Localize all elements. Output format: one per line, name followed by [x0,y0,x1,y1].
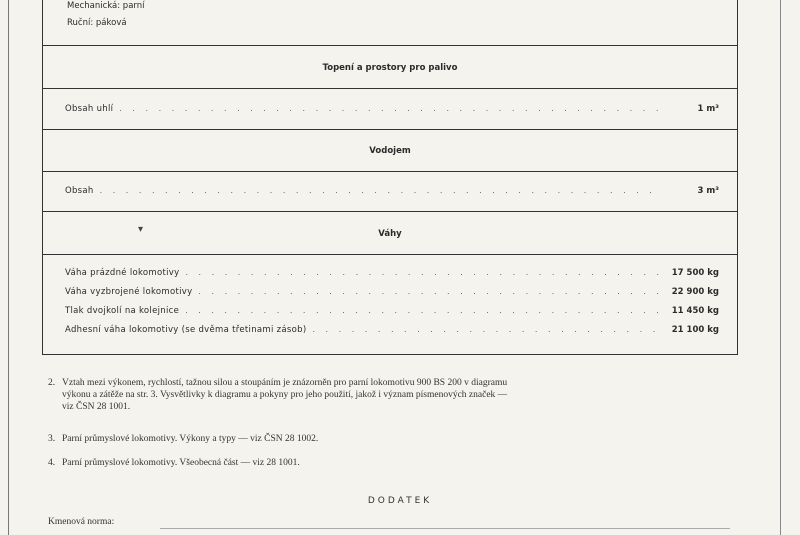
dot-leader [198,287,663,296]
dot-leader [119,104,663,113]
kmenova-norma-line [160,528,730,529]
spec-value: 11 450 kg [671,306,719,316]
footnote-4 [48,457,758,469]
page-edge-right [780,0,781,535]
specification-table [42,0,738,355]
divider [43,171,737,172]
spec-row [65,104,719,114]
spec-value: 3 m³ [697,186,719,196]
spec-label: Váha vyzbrojené lokomotivy [65,287,193,297]
divider [43,129,737,130]
section-heading-vahy: Váhy [378,229,402,239]
footnote-text: Parní průmyslové lokomotivy. Všeobecná část — viz 28 1001. [62,458,300,468]
spec-row [65,268,719,278]
spec-value: 1 m³ [697,104,719,114]
divider [43,88,737,89]
footnote-3 [48,433,758,445]
footnote-text: viz ČSN 28 1001. [62,402,131,412]
footnote-text: výkonu a zátěže na str. 3. Vysvětlivky k diagramu a pokyny pro jeho použití, jakož i význam písmenových značek — [62,390,508,400]
spec-row [65,325,719,335]
footnote-number: 4. [48,458,56,468]
page-edge-left [8,0,9,535]
kmenova-norma-label: Kmenová norma: [48,517,115,527]
spec-label: Obsah [65,186,94,196]
spec-value: 22 900 kg [671,287,719,297]
footnote-number: 3. [48,434,56,444]
spec-label: Váha prázdné lokomotivy [65,268,180,278]
spec-row [65,306,719,316]
print-speck: ▾ [138,224,144,235]
dot-leader [100,186,663,195]
footnote-2 [48,377,758,413]
divider [43,45,737,46]
spec-value: 17 500 kg [671,268,719,278]
footnote-text: Parní průmyslové lokomotivy. Výkony a typy — viz ČSN 28 1002. [62,434,319,444]
spec-row [65,287,719,297]
spec-label: Tlak dvojkolí na kolejnice [65,306,180,316]
dot-leader [185,306,663,315]
spec-label: Obsah uhlí [65,104,114,114]
spec-value: 21 100 kg [671,325,719,335]
footnote-number: 2. [48,378,56,388]
section-heading-vodojem: Vodojem [369,146,411,156]
spec-label: Adhesní váha lokomotivy (se dvěma třetinami zásob) [65,325,307,335]
top-line-rucni: Ruční: páková [67,18,127,28]
top-line-mechanicka: Mechanická: parní [67,1,145,11]
dot-leader [185,268,663,277]
divider [43,254,737,255]
section-heading-topeni: Topení a prostory pro palivo [322,63,458,73]
dot-leader [312,325,663,334]
dodatek-heading: DODATEK [367,496,433,506]
divider [43,211,737,212]
spec-row [65,186,719,196]
footnote-text: Vztah mezi výkonem, rychlostí, tažnou silou a stoupáním je znázorněn pro parní lokomotivu 900 BS 200 v diagramu [62,378,508,388]
